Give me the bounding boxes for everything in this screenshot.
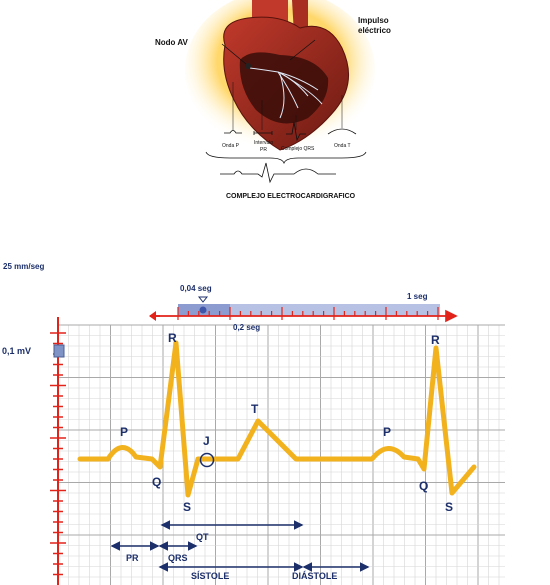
impulse-label-line2: eléctrico [358, 26, 391, 35]
impulse-label-line1: Impulso [358, 16, 389, 25]
qrs-label: QRS [168, 553, 188, 563]
diastole-label: DIÁSTOLE [292, 571, 338, 581]
pr-label: PR [126, 553, 139, 563]
complex-caption: COMPLEJO ELECTROCARDIGRAFICO [226, 193, 356, 200]
peak-p1: P [120, 425, 129, 439]
heart-conduction-illustration [130, 0, 420, 210]
peak-q1: Q [152, 475, 162, 489]
small-square-pointer [199, 297, 207, 302]
peak-j: J [203, 434, 210, 448]
p-wave-label: Onda P [222, 143, 239, 149]
pr-interval-label-line2: PR [260, 147, 267, 153]
peak-t: T [251, 402, 259, 416]
pr-interval-label-line1: Intervalo [254, 140, 274, 146]
systole-label: SÍSTOLE [191, 571, 230, 581]
peak-p2: P [383, 425, 392, 439]
small-square-marker [200, 307, 207, 314]
one-second-label: 1 seg [407, 292, 428, 301]
peak-q2: Q [419, 479, 429, 493]
mini-full-complex [220, 163, 336, 182]
peak-r2: R [431, 333, 440, 347]
voltage-scale-label: 0,1 mV [2, 346, 32, 356]
small-square-time-label: 0,04 seg [180, 284, 212, 293]
paper-speed-label: 25 mm/seg [3, 262, 45, 271]
voltage-scale-box [54, 345, 64, 357]
ecg-diagram [0, 245, 550, 585]
qt-label: QT [196, 532, 209, 542]
peak-s2: S [445, 500, 454, 514]
av-node-label: Nodo AV [155, 38, 188, 47]
t-wave-label: Onda T [334, 143, 351, 149]
qrs-complex-label: Complejo QRS [281, 146, 315, 152]
large-square-time-label: 0,2 seg [233, 323, 261, 332]
complex-bracket [206, 152, 366, 163]
peak-r1: R [168, 331, 177, 345]
peak-s1: S [183, 500, 192, 514]
